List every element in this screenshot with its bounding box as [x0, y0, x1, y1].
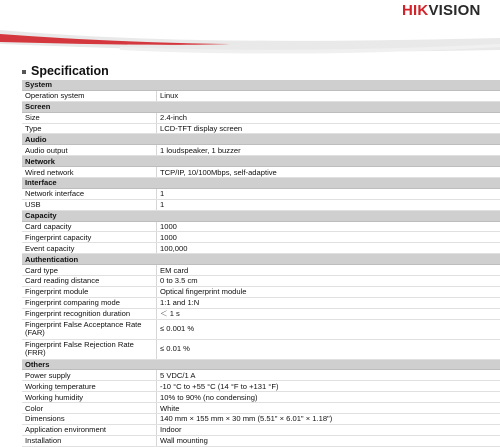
- spec-value: 1: [157, 188, 500, 199]
- spec-section-header: [22, 210, 500, 221]
- spec-section-header: [22, 101, 500, 112]
- spec-row: [22, 286, 500, 297]
- spec-value: EM card: [157, 265, 500, 276]
- spec-value: LCD-TFT display screen: [157, 123, 500, 134]
- spec-value: Wall mounting: [157, 435, 500, 446]
- spec-row: [22, 339, 500, 359]
- spec-section-header: [22, 134, 500, 145]
- spec-row: [22, 232, 500, 243]
- spec-value: Indoor: [157, 424, 500, 435]
- spec-value: Optical fingerprint module: [157, 286, 500, 297]
- spec-key: Card capacity: [22, 221, 157, 232]
- spec-row: [22, 199, 500, 210]
- spec-value: 1000: [157, 232, 500, 243]
- spec-key: Wired network: [22, 167, 157, 178]
- spec-row: [22, 243, 500, 254]
- spec-section-title: Screen: [22, 101, 500, 112]
- spec-key: Fingerprint module: [22, 286, 157, 297]
- spec-value: 0 to 3.5 cm: [157, 276, 500, 287]
- spec-row: [22, 188, 500, 199]
- spec-row: [22, 265, 500, 276]
- spec-key: Fingerprint recognition duration: [22, 308, 157, 319]
- spec-key: Size: [22, 112, 157, 123]
- spec-section-title: Capacity: [22, 210, 500, 221]
- spec-section-header: [22, 178, 500, 189]
- spec-key: Fingerprint False Acceptance Rate (FAR): [22, 319, 157, 339]
- page-title: Specification: [31, 64, 109, 78]
- spec-key: Type: [22, 123, 157, 134]
- spec-row: [22, 381, 500, 392]
- spec-row: [22, 145, 500, 156]
- spec-row: [22, 392, 500, 403]
- spec-row: [22, 370, 500, 381]
- spec-value: 5 VDC/1 A: [157, 370, 500, 381]
- spec-value: TCP/IP, 10/100Mbps, self-adaptive: [157, 167, 500, 178]
- spec-key: Card type: [22, 265, 157, 276]
- spec-section-title: Audio: [22, 134, 500, 145]
- spec-table: [22, 80, 500, 447]
- spec-section-title: Authentication: [22, 254, 500, 265]
- spec-key: Application environment: [22, 424, 157, 435]
- spec-value: White: [157, 403, 500, 414]
- spec-row: [22, 90, 500, 101]
- spec-key: Operation system: [22, 90, 157, 101]
- spec-section-title: Interface: [22, 178, 500, 189]
- section-heading: [22, 64, 109, 78]
- spec-section-title: System: [22, 80, 500, 90]
- spec-row: [22, 435, 500, 446]
- spec-value: ≤ 0.001 %: [157, 319, 500, 339]
- spec-key: Event capacity: [22, 243, 157, 254]
- spec-section-header: [22, 359, 500, 370]
- spec-row: [22, 112, 500, 123]
- spec-row: [22, 276, 500, 287]
- spec-section-header: [22, 156, 500, 167]
- spec-section-title: Network: [22, 156, 500, 167]
- spec-value: ≤ 0.01 %: [157, 339, 500, 359]
- spec-section-header: [22, 80, 500, 90]
- spec-key: Installation: [22, 435, 157, 446]
- spec-value: 1000: [157, 221, 500, 232]
- spec-key: Working temperature: [22, 381, 157, 392]
- spec-key: Power supply: [22, 370, 157, 381]
- spec-row: [22, 123, 500, 134]
- spec-row: [22, 319, 500, 339]
- spec-value: 1 loudspeaker, 1 buzzer: [157, 145, 500, 156]
- spec-section-title: Others: [22, 359, 500, 370]
- spec-section-header: [22, 254, 500, 265]
- spec-row: [22, 414, 500, 425]
- spec-row: [22, 308, 500, 319]
- spec-key: Audio output: [22, 145, 157, 156]
- spec-key: Network interface: [22, 188, 157, 199]
- spec-value: 1: [157, 199, 500, 210]
- spec-row: [22, 403, 500, 414]
- spec-value: 100,000: [157, 243, 500, 254]
- spec-value: ＜ 1 s: [157, 308, 500, 319]
- spec-row: [22, 424, 500, 435]
- spec-value: 10% to 90% (no condensing): [157, 392, 500, 403]
- spec-key: Fingerprint comparing mode: [22, 297, 157, 308]
- spec-key: Fingerprint capacity: [22, 232, 157, 243]
- spec-key: Color: [22, 403, 157, 414]
- spec-key: Dimensions: [22, 414, 157, 425]
- brand-logo-part1: HIK: [402, 2, 429, 19]
- brand-logo-part2: VISION: [428, 2, 481, 19]
- spec-value: 1:1 and 1:N: [157, 297, 500, 308]
- spec-value: 2.4-inch: [157, 112, 500, 123]
- brand-logo: [402, 3, 480, 19]
- spec-key: Working humidity: [22, 392, 157, 403]
- spec-value: Linux: [157, 90, 500, 101]
- spec-row: [22, 297, 500, 308]
- spec-key: Fingerprint False Rejection Rate (FRR): [22, 339, 157, 359]
- spec-key: Card reading distance: [22, 276, 157, 287]
- spec-value: 140 mm × 155 mm × 30 mm (5.51" × 6.01" × 1.18"): [157, 414, 500, 425]
- spec-key: USB: [22, 199, 157, 210]
- spec-value: -10 °C to +55 °C (14 °F to +131 °F): [157, 381, 500, 392]
- spec-row: [22, 221, 500, 232]
- spec-row: [22, 167, 500, 178]
- bullet-square-icon: [22, 70, 26, 74]
